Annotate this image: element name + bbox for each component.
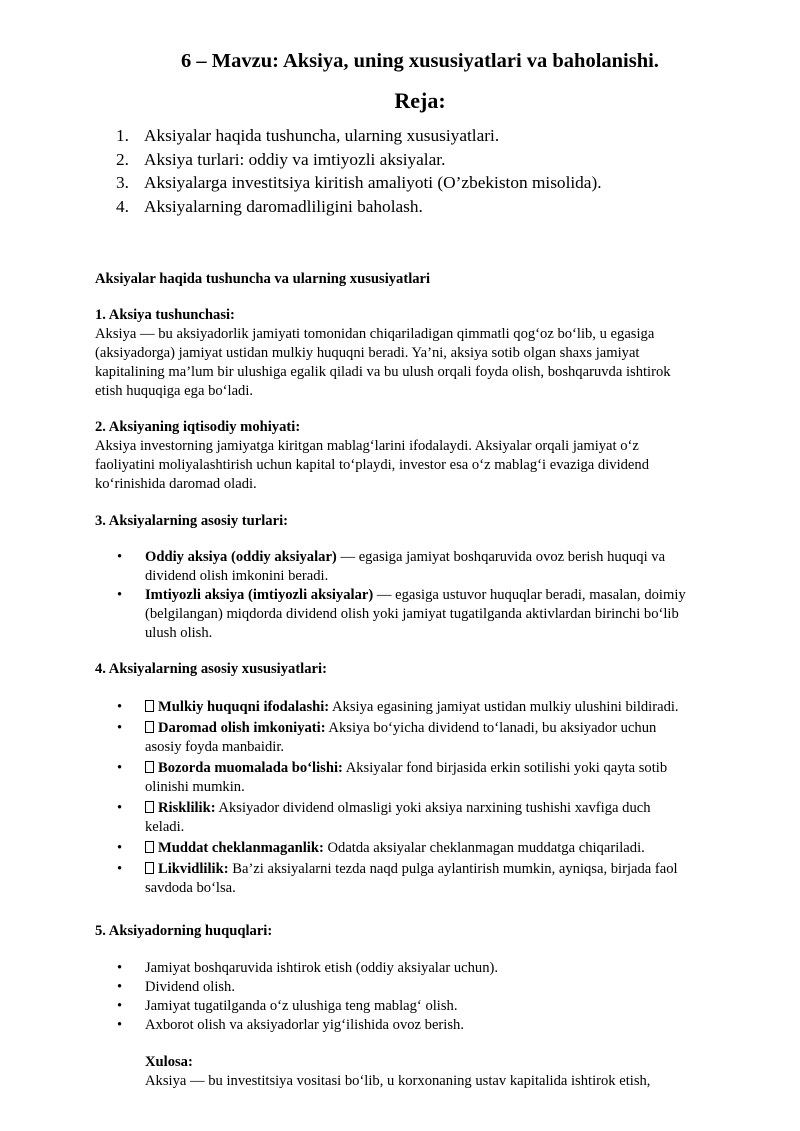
checkbox-glyph-icon: [145, 862, 154, 874]
bullet-icon: •: [117, 1017, 123, 1033]
plan-item: 2. Aksiya turlari: oddiy va imtiyozli aksiyalar.: [116, 149, 446, 169]
conclusion: [145, 1053, 745, 1091]
plan-item: 1. Aksiyalar haqida tushuncha, ularning xususiyatlari.: [116, 126, 500, 145]
paragraph-line: ko‘rinishida daromad oladi.: [95, 476, 257, 492]
plan-item: 4. Aksiyalarning daromadliligini baholash.: [116, 196, 423, 216]
bullet-icon: •: [117, 760, 123, 776]
paragraph-line: kapitalining ma’lum bir ulushiga egalik qiladi va bu ulush orqali foyda olish, boshqaruvda ishtirok: [95, 364, 671, 380]
list-item: • Dividend olish.: [117, 979, 235, 995]
page-title: 6 – Mavzu: Aksiya, uning xususiyatlari va baholanishi.: [181, 50, 659, 72]
bullet-icon: •: [117, 720, 123, 736]
bullet-icon: •: [117, 979, 123, 995]
checkbox-glyph-icon: [145, 700, 154, 712]
checkbox-glyph-icon: [145, 841, 154, 853]
list-item: • Bozorda muomalada bo‘lishi: Aksiyalar fond birjasida erkin sotilishi yoki qayta sotib olinishi mumkin.: [117, 760, 668, 795]
section-4-heading: 4. Aksiyalarning asosiy xususiyatlari:: [95, 661, 327, 677]
types-list: [117, 548, 747, 643]
features-list: [117, 698, 747, 900]
section-heading: Aksiyalar haqida tushuncha va ularning xususiyatlari: [95, 271, 431, 287]
list-item: • Oddiy aksiya (oddiy aksiyalar) — egasiga jamiyat boshqaruvida ovoz berish huquqi va dividend olish imkonini beradi.: [117, 549, 666, 584]
plan-heading: Reja:: [394, 88, 446, 113]
paragraph-line: (aksiyadorga) jamiyat ustidan mulkiy huquqni beradi. Ya’ni, aksiya sotib olgan shaxs jamiyat: [95, 345, 640, 361]
bullet-icon: •: [117, 861, 123, 877]
list-item: • Likvidlilik: Ba’zi aksiyalarni tezda naqd pulga aylantirish mumkin, ayniqsa, birjada faol savdoda bo‘lsa.: [117, 861, 678, 896]
section-2-heading: 2. Aksiyaning iqtisodiy mohiyati:: [95, 419, 301, 435]
bullet-icon: •: [117, 800, 123, 816]
paragraph-line: Aksiya — bu investitsiya vositasi bo‘lib, u korxonaning ustav kapitalida ishtirok etish,: [145, 1073, 651, 1089]
list-item: • Jamiyat tugatilganda o‘z ulushiga teng mablag‘ olish.: [117, 998, 458, 1014]
checkbox-glyph-icon: [145, 721, 154, 733]
list-item: • Mulkiy huquqni ifodalashi: Aksiya egasining jamiyat ustidan mulkiy ulushini bildiradi.: [117, 699, 679, 715]
list-item: • Imtiyozli aksiya (imtiyozli aksiyalar) — egasiga ustuvor huquqlar beradi, masalan, doimiy (belgilangan) miqdorda dividend olish yoki jamiyat tugatilganda aktivlardan birinchi bo‘lib ulush olish.: [117, 587, 686, 641]
section-3-heading: 3. Aksiyalarning asosiy turlari:: [95, 513, 288, 529]
list-item: • Risklilik: Aksiyador dividend olmasligi yoki aksiya narxining tushishi xavfiga duch keladi.: [117, 800, 651, 835]
plan-list: [116, 124, 602, 218]
bullet-icon: •: [117, 840, 123, 856]
paragraph-line: etish huquqiga ega bo‘ladi.: [95, 383, 254, 399]
bullet-icon: •: [117, 998, 123, 1014]
section-2: [95, 418, 745, 494]
section-1: [95, 306, 745, 401]
list-item: • Axborot olish va aksiyadorlar yig‘ilishida ovoz berish.: [117, 1017, 464, 1033]
bullet-icon: •: [117, 699, 123, 715]
bullet-icon: •: [117, 960, 123, 976]
section-5-heading: 5. Aksiyadorning huquqlari:: [95, 923, 273, 939]
bullet-icon: •: [117, 549, 123, 565]
list-item: • Jamiyat boshqaruvida ishtirok etish (oddiy aksiyalar uchun).: [117, 960, 499, 976]
checkbox-glyph-icon: [145, 761, 154, 773]
bullet-icon: •: [117, 587, 123, 603]
rights-list: [117, 959, 747, 1035]
checkbox-glyph-icon: [145, 801, 154, 813]
list-item: • Muddat cheklanmaganlik: Odatda aksiyalar cheklanmagan muddatga chiqariladi.: [117, 840, 645, 856]
list-item: • Daromad olish imkoniyati: Aksiya bo‘yicha dividend to‘lanadi, bu aksiyador uchun asosiy foyda manbaidir.: [117, 720, 657, 755]
conclusion-heading: Xulosa:: [145, 1054, 193, 1070]
paragraph-line: faoliyatini moliyalashtirish uchun kapital to‘playdi, investor esa o‘z mablag‘i evaziga dividend: [95, 457, 649, 473]
paragraph-line: Aksiya — bu aksiyadorlik jamiyati tomonidan chiqariladigan qimmatli qog‘oz bo‘lib, u egasiga: [95, 326, 655, 342]
plan-item: 3. Aksiyalarga investitsiya kiritish amaliyoti (O’zbekiston misolida).: [116, 173, 602, 192]
paragraph-line: Aksiya investorning jamiyatga kiritgan mablag‘larini ifodalaydi. Aksiyalar orqali jamiyat o‘z: [95, 438, 639, 454]
section-1-heading: 1. Aksiya tushunchasi:: [95, 307, 235, 323]
